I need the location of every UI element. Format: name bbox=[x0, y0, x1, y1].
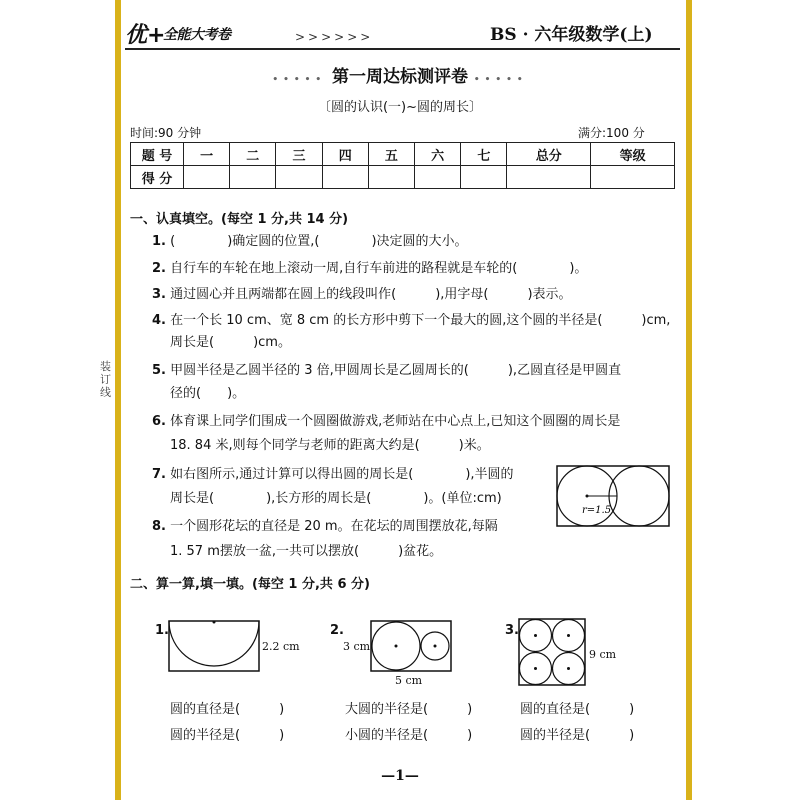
question-4-line2: 周长是( )cm。 bbox=[170, 335, 291, 350]
binding-mark: 装 订 线 bbox=[100, 360, 111, 399]
s2-item1-answer1: 圆的直径是( ) bbox=[170, 702, 285, 717]
q-num: 7. bbox=[152, 467, 166, 482]
section1-heading: 一、认真填空。(每空 1 分,共 14 分) bbox=[130, 212, 349, 227]
section2-heading: 二、算一算,填一填。(每空 1 分,共 6 分) bbox=[130, 577, 370, 592]
s2-item3-center bbox=[567, 667, 570, 670]
score-cell[interactable] bbox=[276, 166, 322, 189]
score-table-header-row bbox=[131, 143, 675, 166]
s2-item2-small-center bbox=[434, 645, 437, 648]
time-limit: 时间:90 分钟 bbox=[130, 126, 202, 140]
question-5 bbox=[152, 362, 672, 379]
s2-item3-num bbox=[505, 622, 519, 639]
q-num: 6. bbox=[152, 414, 166, 429]
question-8-line2: 1. 57 m摆放一盆,一共可以摆放( )盆花。 bbox=[170, 544, 443, 559]
question-2 bbox=[152, 260, 587, 277]
q7-figure bbox=[556, 465, 670, 527]
score-table-score-row bbox=[131, 166, 675, 189]
logo-name: 全能大考卷 bbox=[163, 27, 231, 43]
s2-item3-center bbox=[534, 667, 537, 670]
s2-item2-dim-h: 3 cm bbox=[343, 640, 371, 653]
s2-item1-answer2: 圆的半径是( ) bbox=[170, 728, 285, 743]
s2-item1-figure bbox=[168, 620, 260, 672]
score-table bbox=[130, 142, 675, 189]
score-cell[interactable] bbox=[322, 166, 368, 189]
s2-item3-square bbox=[519, 619, 585, 685]
score-cell[interactable] bbox=[461, 166, 507, 189]
question-1 bbox=[152, 233, 468, 250]
header-divider bbox=[125, 48, 680, 50]
s2-item2-answer2: 小圆的半径是( ) bbox=[345, 728, 473, 743]
s2-item3-answer1: 圆的直径是( ) bbox=[520, 702, 635, 717]
s2-num: 3. bbox=[505, 623, 519, 638]
s2-item2-answer1: 大圆的半径是( ) bbox=[345, 702, 473, 717]
q7-center-dot bbox=[586, 495, 589, 498]
score-header-cell: 二 bbox=[230, 143, 276, 166]
question-3 bbox=[152, 286, 572, 303]
q7-radius-label: r=1.5 bbox=[582, 505, 612, 516]
s2-item3-answer2: 圆的半径是( ) bbox=[520, 728, 635, 743]
page-number: —1— bbox=[381, 768, 419, 784]
score-cell[interactable] bbox=[184, 166, 230, 189]
q-text: ( )确定圆的位置,( )决定圆的大小。 bbox=[170, 234, 468, 249]
s2-item2-rectangle bbox=[371, 621, 451, 671]
s2-item2-num bbox=[330, 622, 344, 639]
s2-item3-figure bbox=[518, 618, 586, 686]
question-8 bbox=[152, 518, 498, 535]
q-text: 如右图所示,通过计算可以得出圆的周长是( ),半圆的 bbox=[170, 467, 514, 482]
question-6-line2: 18. 84 米,则每个同学与老师的距离大约是( )米。 bbox=[170, 438, 490, 453]
series-label: BS · 六年级数学(上) bbox=[490, 25, 653, 45]
q-num: 3. bbox=[152, 287, 166, 302]
q-num: 8. bbox=[152, 519, 166, 534]
s2-num: 2. bbox=[330, 623, 344, 638]
title-dots-right: ••••• bbox=[473, 75, 528, 85]
score-header-cell: 七 bbox=[461, 143, 507, 166]
page-subtitle: 〔圆的认识(一)~圆的周长〕 bbox=[317, 100, 483, 115]
right-gold-border bbox=[686, 0, 692, 800]
q-text: 通过圆心并且两端都在圆上的线段叫作( ),用字母( )表示。 bbox=[170, 287, 572, 302]
score-header-cell: 四 bbox=[322, 143, 368, 166]
question-7-line2: 周长是( ),长方形的周长是( )。(单位:cm) bbox=[170, 491, 502, 506]
title-dots-left: ••••• bbox=[272, 75, 327, 85]
score-row-label: 得 分 bbox=[131, 166, 184, 189]
question-4 bbox=[152, 312, 672, 329]
q-text: 体育课上同学们围成一个圆圈做游戏,老师站在中心点上,已知这个圆圈的周长是 bbox=[170, 414, 621, 429]
score-cell[interactable] bbox=[368, 166, 414, 189]
s2-item3-center bbox=[567, 634, 570, 637]
s2-item1-center-dot bbox=[213, 621, 216, 624]
q-text: 一个圆形花坛的直径是 20 m。在花坛的周围摆放花,每隔 bbox=[170, 519, 498, 534]
brand-logo bbox=[125, 14, 275, 48]
full-score: 满分:100 分 bbox=[578, 126, 645, 140]
score-cell[interactable] bbox=[591, 166, 675, 189]
score-header-cell: 总分 bbox=[507, 143, 591, 166]
q-num: 5. bbox=[152, 363, 166, 378]
q-text: 自行车的车轮在地上滚动一周,自行车前进的路程就是车轮的( )。 bbox=[170, 261, 588, 276]
left-gold-border bbox=[115, 0, 121, 800]
s2-item3-center bbox=[534, 634, 537, 637]
score-header-cell: 三 bbox=[276, 143, 322, 166]
s2-item2-big-center bbox=[395, 645, 398, 648]
score-cell[interactable] bbox=[230, 166, 276, 189]
score-header-cell: 一 bbox=[184, 143, 230, 166]
q7-semicircle bbox=[609, 466, 669, 526]
s2-item1-dim: 2.2 cm bbox=[262, 640, 300, 653]
title-text: 第一周达标测评卷 bbox=[332, 67, 468, 87]
question-5-line2: 径的( )。 bbox=[170, 386, 246, 401]
score-cell[interactable] bbox=[415, 166, 461, 189]
q-text: 甲圆半径是乙圆半径的 3 倍,甲圆周长是乙圆周长的( ),乙圆直径是甲圆直 bbox=[170, 363, 622, 378]
s2-num: 1. bbox=[155, 623, 169, 638]
s2-item1-semicircle bbox=[169, 621, 259, 666]
score-header-cell: 五 bbox=[368, 143, 414, 166]
q-num: 1. bbox=[152, 234, 166, 249]
score-header-cell: 六 bbox=[415, 143, 461, 166]
s2-item1-rectangle bbox=[169, 621, 259, 671]
q-num: 2. bbox=[152, 261, 166, 276]
s2-item2-figure bbox=[370, 620, 452, 672]
question-7 bbox=[152, 466, 514, 483]
q-text: 在一个长 10 cm、宽 8 cm 的长方形中剪下一个最大的圆,这个圆的半径是( )cm, bbox=[170, 313, 671, 328]
q-num: 4. bbox=[152, 313, 166, 328]
s2-item1-num bbox=[155, 622, 169, 639]
page-title bbox=[200, 62, 600, 87]
s2-item3-dim: 9 cm bbox=[589, 648, 617, 661]
header-arrows: >>>>>> bbox=[295, 30, 374, 44]
question-6 bbox=[152, 413, 672, 430]
score-cell[interactable] bbox=[507, 166, 591, 189]
s2-item2-dim-w: 5 cm bbox=[395, 674, 423, 687]
score-header-cell: 题 号 bbox=[131, 143, 184, 166]
logo-char: 优+ bbox=[125, 23, 166, 48]
score-header-cell: 等级 bbox=[591, 143, 675, 166]
